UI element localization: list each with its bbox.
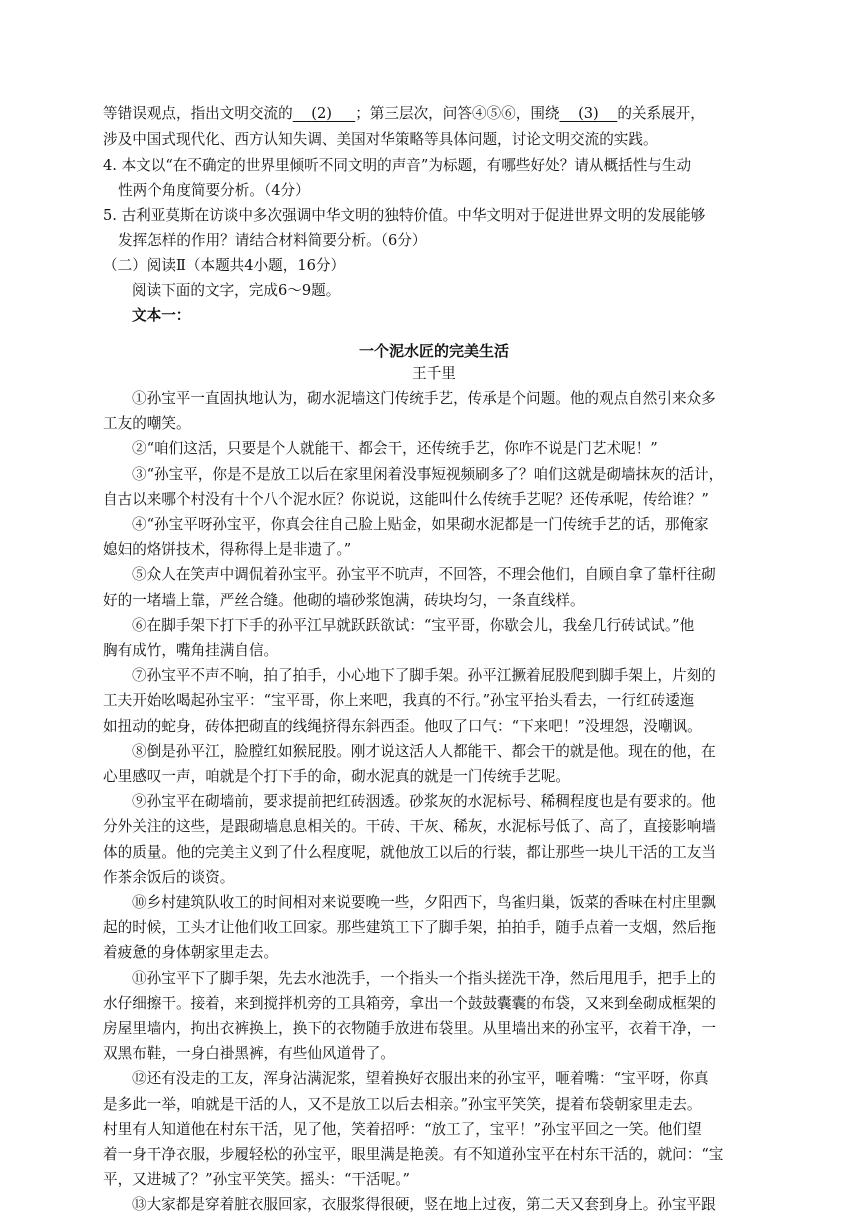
article-line: ⑤众人在笑声中调侃着孙宝平。孙宝平不吭声，不回答，不理会他们，自顾自拿了靠杆往砌 bbox=[132, 566, 716, 584]
article-line: 着一身干净衣服，步履轻松的孙宝平，眼里满是艳羡。有不知道孙宝平在村东干活的，就问：“宝 bbox=[103, 1146, 724, 1163]
article-line: 工夫开始吆喝起孙宝平：“宝平哥，你上来吧，我真的不行。”孙宝平抬头看去，一行红砖逶迤 bbox=[103, 692, 695, 710]
article-line: 着疲惫的身体朝家里走去。 bbox=[103, 944, 279, 962]
article-line: 媳妇的烙饼技术，得称得上是非遗了。” bbox=[103, 541, 352, 559]
article-line: ⑧倒是孙平江，脸膛红如猴屁股。刚才说这活人人都能干、都会干的就是他。现在的他，在 bbox=[132, 742, 716, 760]
article-line: 水仔细擦干。接着，来到搅拌机旁的工具箱旁，拿出一个鼓鼓囊囊的布袋，又来到垒砌成框架的 bbox=[103, 994, 716, 1012]
article-line: 工友的嘲笑。 bbox=[103, 415, 191, 433]
section-instruction: 阅读下面的文字，完成6～9题。 bbox=[132, 282, 341, 299]
article-author: 王千里 bbox=[412, 365, 456, 382]
article-line: 分外关注的这些，是跟砌墙息息相关的。干砖、干灰、稀灰，水泥标号低了、高了，直接影响墙 bbox=[103, 818, 716, 836]
blank-3-label: (3) bbox=[578, 105, 599, 122]
article-line: 如扭动的蛇身，砖体把砌直的线绳挤得东斜西歪。他叹了口气：“下来吧！”没埋怨，没嘲讽。 bbox=[103, 717, 702, 735]
blank-3 bbox=[560, 105, 618, 122]
article-line: ⑪孙宝平下了脚手架，先去水池洗手，一个指头一个指头搓洗干净，然后甩甩手，把手上的 bbox=[132, 969, 716, 987]
article-title: 一个泥水匠的完美生活 bbox=[358, 342, 509, 360]
article-line: 起的时候，工头才让他们收工回家。那些建筑工下了脚手架，拍拍手，随手点着一支烟，然后拖 bbox=[103, 919, 716, 937]
article-line: ⑨孙宝平在砌墙前，要求提前把红砖洇透。砂浆灰的水泥标号、稀稠程度也是有要求的。他 bbox=[132, 793, 716, 811]
question-5-line-1: 5. 古利亚莫斯在访谈中多次强调中华文明的独特价值。中华文明对于促进世界文明的发展能够 bbox=[103, 207, 706, 224]
article-line: 体的质量。他的完美主义到了什么程度呢，就他放工以后的行装，都让那些一块儿干活的工友当 bbox=[103, 843, 716, 861]
intro-line-2: 涉及中国式现代化、西方认知失调、美国对华策略等具体问题，讨论文明交流的实践。 bbox=[103, 131, 658, 148]
blank-2 bbox=[293, 105, 355, 122]
section-heading: （二）阅读Ⅱ（本题共4小题，16分） bbox=[103, 257, 346, 274]
article-line: ⑦孙宝平不声不响，拍了拍手，小心地下了脚手架。孙平江撅着屁股爬到脚手架上，片刻的 bbox=[132, 667, 716, 685]
article-line: 双黑布鞋，一身白褂黑裤，有些仙风道骨了。 bbox=[103, 1045, 395, 1063]
intro-text-c: 的关系展开， bbox=[617, 105, 705, 122]
blank-2-label: (2) bbox=[311, 105, 332, 122]
question-4-line-2: 性两个角度简要分析。（4分） bbox=[118, 182, 310, 199]
article-line: 房屋里墙内，拘出衣裤换上，换下的衣物随手放进布袋里。从里墙出来的孙宝平，衣着干净，一 bbox=[103, 1020, 716, 1037]
article-line: ①孙宝平一直固执地认为，砌水泥墙这门传统手艺，传承是个问题。他的观点自然引来众多 bbox=[132, 390, 716, 407]
article-line: 村里有人知道他在村东干活，见了他，笑着招呼：“放工了，宝平！”孙宝平回之一笑。他们望 bbox=[103, 1120, 702, 1138]
article-line: ⑩乡村建筑队收工的时间相对来说要晚一些，夕阳西下，鸟雀归巢，饭菜的香味在村庄里飘 bbox=[132, 894, 716, 911]
article-line: ⑫还有没走的工友，浑身沾满泥浆，望着换好衣服出来的孙宝平，咂着嘴：“宝平呀，你真 bbox=[132, 1070, 709, 1088]
article-line: 自古以来哪个村没有十个八个泥水匠？你说说，这能叫什么传统手艺呢？还传承呢，传给谁？” bbox=[103, 490, 709, 508]
text-label: 文本一： bbox=[132, 307, 191, 324]
intro-text-b: ；第三层次，问答④⑤⑥，围绕 bbox=[355, 105, 560, 122]
article-line: 作茶余饭后的谈资。 bbox=[103, 868, 235, 886]
article-line: 胸有成竹，嘴角挂满自信。 bbox=[103, 642, 279, 659]
intro-line-1 bbox=[103, 104, 705, 124]
intro-text-a: 等错误观点，指出文明交流的 bbox=[103, 105, 293, 122]
article-line: ⑥在脚手架下打下手的孙平江早就跃跃欲试：“宝平哥，你歇会儿，我垒几行砖试试。”他 bbox=[132, 616, 695, 634]
question-4-line-1: 4. 本文以“在不确定的世界里倾听不同文明的声音”为标题，有哪些好处？请从概括性与生动 bbox=[103, 157, 692, 174]
article-line: ②“咱们这活，只要是个人就能干、都会干，还传统手艺，你咋不说是门艺术呢！” bbox=[132, 440, 658, 458]
question-5-line-2: 发挥怎样的作用？请结合材料简要分析。（6分） bbox=[118, 232, 427, 249]
article-line: ④“孙宝平呀孙宝平，你真会往自己脸上贴金，如果砌水泥都是一门传统手艺的话，那俺家 bbox=[132, 516, 709, 533]
article-line: ⑬大家都是穿着脏衣服回家，衣服浆得很硬，竖在地上过夜，第二天又套到身上。孙宝平跟 bbox=[132, 1196, 716, 1214]
article-line: 是多此一举，咱就是干活的人，又不是放工以后去相亲。”孙宝平笑笑，提着布袋朝家里走去。 bbox=[103, 1095, 702, 1113]
article-line: ③“孙宝平，你是不是放工以后在家里闲着没事短视频刷多了？咱们这就是砌墙抹灰的活计， bbox=[132, 465, 724, 483]
article-line: 心里感叹一声，咱就是个打下手的命，砌水泥真的就是一门传统手艺呢。 bbox=[103, 768, 571, 785]
article-line: 平，又进城了？”孙宝平笑笑。摇头：“干活呢。” bbox=[103, 1171, 410, 1189]
article-line: 好的一堵墙上靠，严丝合缝。他砌的墙砂浆饱满，砖块均匀，一条直线样。 bbox=[103, 591, 585, 609]
